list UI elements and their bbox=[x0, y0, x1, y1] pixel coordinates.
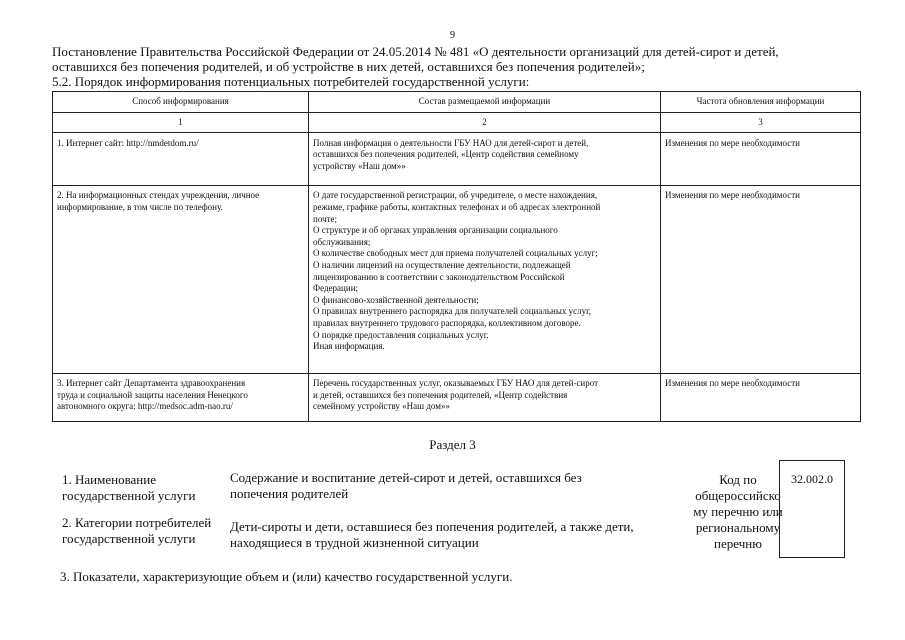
table-row bbox=[53, 186, 861, 374]
header-method: Способ информирования bbox=[53, 92, 309, 113]
row-3-frequency: Изменения по мере необходимости bbox=[661, 374, 861, 422]
cell-line: О финансово-хозяйственной деятельности; bbox=[313, 294, 479, 305]
consumer-category-label bbox=[62, 515, 227, 547]
cell-line: труда и социальной защиты населения Ненецкого bbox=[57, 389, 248, 400]
cell-line: режиме, графике работы, контактных телефонах и об адресах электронной bbox=[313, 202, 601, 212]
label-line: Код по bbox=[719, 472, 757, 487]
cell-line: обслуживания; bbox=[313, 236, 371, 247]
row-3-content bbox=[309, 374, 661, 422]
label-line: общероссийско bbox=[695, 488, 781, 503]
column-number-1: 1 bbox=[53, 113, 309, 132]
cell-line: лицензированию в соответствии с законодательством Российской bbox=[313, 271, 565, 282]
section-title: Раздел 3 bbox=[429, 437, 476, 452]
label-line: му перечню или bbox=[693, 504, 783, 519]
cell-line: О количестве свободных мест для приема получателей социальных услуг; bbox=[313, 248, 598, 259]
cell-line: О структуре и об органах управления организации социального bbox=[313, 225, 558, 236]
cell-line: О дате государственной регистрации, об учредителе, о месте нахождения, bbox=[313, 190, 598, 201]
value-line: находящиеся в трудной жизненной ситуации bbox=[230, 535, 479, 550]
column-number-2: 2 bbox=[309, 113, 661, 132]
cell-line: 3. Интернет сайт Департамента здравоохранения bbox=[57, 378, 246, 389]
cell-line: О порядке предоставления социальных услуг. bbox=[313, 329, 489, 340]
header-content: Состав размещаемой информации bbox=[309, 92, 661, 113]
cell-line: информирование, в том числе по телефону. bbox=[57, 202, 223, 212]
row-1-content bbox=[309, 132, 661, 186]
header-frequency: Частота обновления информации bbox=[661, 92, 861, 113]
table-row bbox=[53, 132, 861, 186]
table-header-row bbox=[53, 92, 861, 113]
consumer-category-value bbox=[230, 519, 690, 551]
cell-line: О правилах внутреннего распорядка для получателей социальных услуг, bbox=[313, 306, 592, 317]
column-number-3: 3 bbox=[661, 113, 861, 132]
table-column-numbers-row bbox=[53, 113, 861, 132]
cell-line: Иная информация. bbox=[313, 341, 385, 352]
registry-code-value: 32.002.0 bbox=[791, 472, 833, 486]
informing-procedure-table bbox=[52, 91, 861, 422]
cell-line: правилах внутреннего трудового распорядка, коллективном договоре. bbox=[313, 317, 581, 328]
cell-line: устройству «Наш дом»» bbox=[313, 160, 406, 171]
label-line: государственной услуги bbox=[62, 531, 196, 546]
value-line: Содержание и воспитание детей-сирот и детей, оставшихся без bbox=[230, 470, 582, 485]
intro-line-2: оставшихся без попечения родителей, и об устройстве в них детей, оставшихся без попечения родителей»; bbox=[52, 59, 645, 74]
page-number: 9 bbox=[450, 30, 455, 41]
cell-line: и детей, оставшихся без попечения родителей, «Центр содействия bbox=[313, 389, 568, 400]
cell-line: Федерации; bbox=[313, 283, 359, 294]
service-name-value bbox=[230, 470, 680, 502]
cell-line: семейному устройству «Наш дом»» bbox=[313, 401, 450, 412]
cell-line: О наличии лицензий на осуществление деятельности, подлежащей bbox=[313, 259, 571, 270]
label-line: 1. Наименование bbox=[62, 472, 156, 487]
intro-line-1: Постановление Правительства Российской Федерации от 24.05.2014 № 481 «О деятельности организаций для детей-сирот и детей, bbox=[52, 44, 779, 59]
label-line: перечню bbox=[714, 536, 762, 551]
row-3-method bbox=[53, 374, 309, 422]
row-1-frequency: Изменения по мере необходимости bbox=[661, 132, 861, 186]
label-line: региональному bbox=[695, 520, 781, 535]
service-name-label bbox=[62, 472, 222, 504]
cell-line: оставшихся без попечения родителей, «Центр содействия семейному bbox=[313, 149, 579, 160]
cell-line: автономного округа: http://medsoc.adm-nao.ru/ bbox=[57, 401, 233, 412]
cell-line: Перечень государственных услуг, оказываемых ГБУ НАО для детей-сирот bbox=[313, 378, 599, 389]
table-row bbox=[53, 374, 861, 422]
indicators-heading: 3. Показатели, характеризующие объем и (или) качество государственной услуги. bbox=[60, 569, 513, 584]
section-5-2-heading: 5.2. Порядок информирования потенциальных потребителей государственной услуги: bbox=[52, 74, 530, 89]
row-2-method bbox=[53, 186, 309, 374]
row-1-method bbox=[53, 132, 309, 186]
cell-line: 2. На информационных стендах учреждения, личное bbox=[57, 190, 260, 201]
cell-line: Полная информация о деятельности ГБУ НАО для детей-сирот и детей, bbox=[313, 137, 589, 148]
value-line: попечения родителей bbox=[230, 486, 349, 501]
label-line: 2. Категории потребителей bbox=[62, 515, 212, 530]
value-line: Дети-сироты и дети, оставшиеся без попечения родителей, а также дети, bbox=[230, 519, 634, 534]
label-line: государственной услуги bbox=[62, 488, 196, 503]
row-2-content bbox=[309, 186, 661, 374]
cell-line: почте; bbox=[313, 213, 338, 224]
cell-line: 1. Интернет сайт: http://nmdetdom.ru/ bbox=[57, 137, 199, 148]
row-2-frequency: Изменения по мере необходимости bbox=[661, 186, 861, 374]
